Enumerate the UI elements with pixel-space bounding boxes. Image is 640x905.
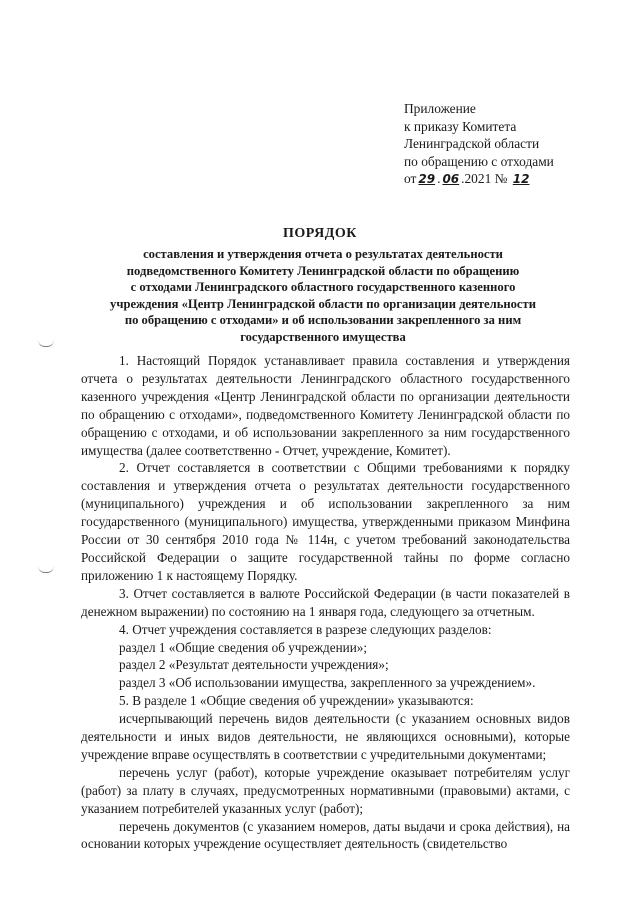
paragraph-5: 5. В разделе 1 «Общие сведения об учреждении» указываются: [119, 693, 474, 709]
paragraph-3: 3. Отчет составляется в валюте Российской Федерации (в части показателей в денежном выражении) по состоянию на 1 января года, следующего за отчетным. [81, 585, 570, 619]
paragraph-1: 1. Настоящий Порядок устанавливает правила составления и утверждения отчета о результатах деятельности Ленинградского областного государственного казенного учреждения «Центр Ленинградской области по организации деятельности по обращению с отходами», подведомственного Комитету Ленинградской области по обращению с отходами, и об использовании закрепленного за ним государственного имущества (далее соответственно - Отчет, учреждение, Комитет). [81, 353, 570, 458]
appendix-line-1: Приложение [404, 101, 476, 116]
punch-hole-mark [38, 566, 54, 573]
subtitle-line: с отходами Ленинградского областного государственного казенного [130, 280, 516, 295]
list-item-activities: исчерпывающий перечень видов деятельности (с указанием основных видов деятельности и иных видов деятельности, не являющихся основными), которые учреждение вправе осуществлять в соответствии с учредительными документами; [81, 711, 570, 762]
order-number: 12 [512, 172, 530, 187]
appendix-date-line: от 29 . 06 .2021 № 12 [404, 171, 530, 187]
subtitle-line: учреждения «Центр Ленинградской области по организации деятельности [110, 296, 536, 311]
paragraph-4: 4. Отчет учреждения составляется в разрезе следующих разделов: [119, 621, 492, 637]
appendix-block [404, 100, 554, 189]
appendix-line-4: по обращению с отходами [404, 153, 554, 169]
list-item-services: перечень услуг (работ), которые учреждение оказывает потребителям услуг (работ) за плату в случаях, предусмотренных нормативными (правовыми) актами, с указанием потребителей указанных услуг (работ); [81, 764, 570, 816]
section-item-2: раздел 2 «Результат деятельности учреждения»; [119, 657, 389, 673]
punch-hole-mark [38, 340, 54, 347]
date-month: 06 [442, 172, 460, 187]
appendix-line-3: Ленинградской области [404, 136, 540, 152]
appendix-line-2: к приказу Комитета [404, 118, 517, 134]
date-day: 29 [418, 172, 436, 187]
section-item-3: раздел 3 «Об использовании имущества, закрепленного за учреждением». [119, 675, 536, 691]
subtitle-line: подведомственного Комитету Ленинградской области по обращению [126, 263, 520, 278]
subtitle-line: государственного имущества [240, 329, 406, 344]
section-item-1: раздел 1 «Общие сведения об учреждении»; [119, 639, 368, 655]
document-title: ПОРЯДОК [283, 226, 357, 241]
paragraph-2: 2. Отчет составляется в соответствии с Общими требованиями к порядку составления и утверждения отчета о результатах деятельности государственного (муниципального) учреждения и об использовании закрепленного за ним государственного (муниципального) имущества, утвержденными приказом Минфина России от 30 сентября 2010 года № 114н, с учетом требований законодательства Российской Федерации о защите государственной тайны по форме согласно приложению 1 к настоящему Порядку. [81, 460, 570, 583]
subtitle-line: составления и утверждения отчета о результатах деятельности [143, 247, 503, 261]
date-year: .2021 № [461, 171, 508, 187]
date-prefix: от [404, 171, 417, 187]
document-subtitle [80, 246, 566, 346]
list-item-documents: перечень документов (с указанием номеров, даты выдачи и срока действия), на основании которых учреждение осуществляет деятельность (свидетельство [81, 818, 570, 852]
subtitle-line: по обращению с отходами» и об использовании закрепленного за ним [124, 313, 522, 328]
document-body [81, 352, 570, 853]
